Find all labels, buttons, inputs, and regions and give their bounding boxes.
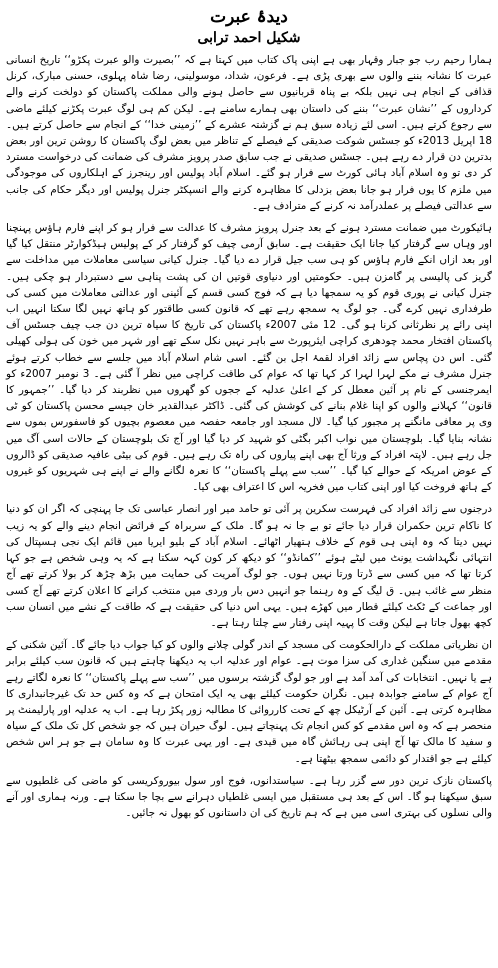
paragraph-4: ان نظریاتی مملکت کے دارالحکومت کی مسجد کے اندر گولی چلانے والوں کو کیا جواب دیا جائے گا۔ آئین شکنی کے مقدمے میں سنگین غداری کی سزا موت ہے۔ عوام اور عدلیہ اب یہ دیکھنا چاہتے ہیں کہ قانون سب کیلئے برابر ہے یا نہیں۔ انتخابات کی آمد آمد ہے اور جو لوگ گزشتہ برسوں میں ’’سب سے پہلے پاکستان‘‘ کا نعرہ لگاتے رہے آج عوام کے سامنے جوابدہ ہیں۔ نگران حکومت کیلئے بھی یہ ایک امتحان ہے کہ وہ کس حد تک غیرجانبداری کا مظاہرہ کرتی ہے۔ آئین کے آرٹیکل چھ کے تحت کارروائی کا مطالبہ زور پکڑ رہا ہے۔ اب یہ عدلیہ اور پارلیمنٹ پر منحصر ہے کہ وہ اس مقدمے کو کس انجام تک پہنچاتے ہیں۔ لوگ حیران ہیں کہ جو شخص کل تک ملک کے سیاہ و سفید کا مالک تھا آج اپنی ہی رہائش گاہ میں قیدی ہے۔ اور یہی عبرت کا وہ سامان ہے جو ہر اس شخص کیلئے ہے جو اقتدار کو دائمی سمجھ بیٹھتا ہے۔	[6, 639, 492, 765]
column-header	[6, 6, 492, 48]
paragraph-2: ہائیکورٹ میں ضمانت مسترد ہونے کے بعد جنرل پرویز مشرف کا عدالت سے فرار ہو کر اپنے فارم ہاؤس پہنچنا اور وہاں سے گرفتار کیا جانا ایک حقیقت ہے۔ سابق آرمی چیف کو گرفتار کر کے پولیس ہیڈکوارٹر منتقل کیا گیا اور بعد ازاں انکے فارم ہاؤس کو ہی سب جیل قرار دے دیا گیا۔ جنرل کیانی سیاسی معاملات میں مداخلت سے گریز کی پالیسی پر گامزن ہیں۔ حکومتیں اور دنیاوی قوتیں ان کی پشت پناہی سے دستبردار ہو چکی ہیں۔ جنرل کیانی نے پوری قوم کو یہ سمجھا دیا ہے کہ فوج کسی قسم کے آئینی اور عدالتی معاملات میں کسی کی طرفداری نہیں کرے گی۔ جو لوگ یہ سمجھ رہے تھے کہ قانون کسی طاقتور کو ہاتھ نہیں لگا سکتا انہیں اب اپنی رائے پر نظرثانی کرنا ہو گی۔ 12 مئی 2007ء پاکستان کی تاریخ کا سیاہ ترین دن جب چیف جسٹس آف پاکستان افتخار محمد چودھری کراچی ایئرپورٹ سے باہر نہیں نکل سکے تھے اور شہر میں خون کی ہولی کھیلی گئی۔ اس دن پچاس سے زائد افراد لقمۂ اجل بن گئے۔ اسی شام اسلام آباد میں جلسے سے خطاب کرتے ہوئے جنرل مشرف نے مکے لہرا لہرا کر کہا تھا کہ عوام کی طاقت کراچی میں نظر آ گئی ہے۔ 3 نومبر 2007ء کو ایمرجنسی کے نام پر آئین معطل کر کے اعلیٰ عدلیہ کے ججوں کو گھروں میں نظربند کر دیا گیا۔ ’’جمہور کا قانون‘‘ کہلانے والوں کو اپنا غلام بنانے کی کوشش کی گئی۔ ڈاکٹر عبدالقدیر خان جیسے محسن پاکستان کو ٹی وی پر معافی مانگنے پر مجبور کیا گیا۔ لال مسجد اور جامعہ حفصہ میں معصوم بچیوں کو فاسفورس بموں سے نشانہ بنایا گیا۔ بلوچستان میں نواب اکبر بگٹی کو شہید کر دیا گیا اور آج تک بلوچستان کے حالات اسی آگ میں جل رہے ہیں۔ لاپتہ افراد کے ورثا آج بھی اپنے پیاروں کی راہ تک رہے ہیں۔ قوم کی بیٹی عافیہ صدیقی کو ڈالروں کے عوض امریکہ کے حوالے کیا گیا۔ ’’سب سے پہلے پاکستان‘‘ کا نعرہ لگانے والے نے اپنے ہی شہریوں کو غیروں کے ہاتھ فروخت کیا اور اپنی کتاب میں فخریہ اس کا اعتراف بھی کیا۔	[6, 222, 493, 494]
column-body	[6, 52, 492, 821]
paragraph-1: ہمارا رحیم رب جو جبار وقہار بھی ہے اپنی پاک کتاب میں کہتا ہے کہ ’’بصیرت والو عبرت پکڑو‘‘ تاریخ انسانی عبرت کا نشانہ بننے والوں سے بھری پڑی ہے۔ فرعون، شداد، موسولینی، رضا شاہ پہلوی، حسنی مبارک، کرنل قذافی کے انجام ہی نہیں بلکہ بے پناہ قربانیوں سے حاصل ہونے والی مملکت پاکستان کو دولخت کرنے والے کرداروں کے ’’نشان عبرت‘‘ بننے کی داستان بھی ہمارے سامنے ہے۔ لیکن کم ہی لوگ عبرت پکڑنے کیلئے ماضی سے رجوع کرتے ہیں۔ اسی لئے زیادہ سبق ہم نے گزشتہ عشرے کے ’’زمینی خدا‘‘ کے انجام سے حاصل کرتے ہیں۔ 18 اپریل 2013ء کو جسٹس شوکت صدیقی کے فیصلے کے تناظر میں بعض لوگ پاکستان کا روشن ترین اور بعض بدترین دن قرار دے رہے ہیں۔ جسٹس صدیقی نے جب سابق صدر پرویز مشرف کی ضمانت کی درخواست مسترد کر دی تو وہ اسلام آباد ہائی کورٹ سے فرار ہو گئے۔ اسلام آباد پولیس اور رینجرز کے اہلکاروں کی موجودگی میں ملزم کا یوں فرار ہو جانا بعض بزدلی کا مظاہرہ کرنے والے انسپکٹر جنرل پولیس اور دیگر حکام کی جانب سے عدالتی فیصلے پر عملدرآمد نہ کرنے کے مترادف ہے۔	[6, 54, 492, 212]
paragraph-5: پاکستان نازک ترین دور سے گزر رہا ہے۔ سیاستدانوں، فوج اور سول بیوروکریسی کو ماضی کی غلطیوں سے سبق سیکھنا ہو گا۔ اس کے بعد ہی مستقبل میں ایسی غلطیاں دہرانے سے بچا جا سکتا ہے۔ ورنہ ہماری اور آنے والی نسلوں کی بہتری اسی میں ہے کہ ہم تاریخ کی ان داستانوں کو بھول نہ جائیں۔	[6, 774, 492, 820]
author-byline: شکیل احمد ترابی	[197, 30, 301, 46]
paragraph-3: درجنوں سے زائد افراد کی فہرست سکرین پر آئی تو حامد میر اور انصار عباسی تک جا پہنچی کہ اگر ان کو دنیا کا ناکام ترین حکمران قرار دیا جائے تو بے جا نہ ہو گا۔ ملک کے سربراہ کے فرائض انجام دینے والے کو یہ زیب نہیں دیتا کہ وہ اپنی ہی قوم کے خلاف ہتھیار اٹھائے۔ اسلام آباد کے بلیو ایریا میں قائم ایک نجی ہسپتال کی انتہائی نگہداشت یونٹ میں لیٹے ہوئے ’’کمانڈو‘‘ کو دیکھ کر کون کہہ سکتا ہے کہ یہ وہی شخص ہے جو کہا کرتا تھا کہ میں کسی سے ڈرتا ورتا نہیں ہوں۔ جو لوگ آمریت کی حمایت میں بڑھ چڑھ کر بولا کرتے تھے آج منظر سے غائب ہیں۔ ق لیگ کے وہ رہنما جو انہیں دس بار وردی میں منتخب کرانے کا اعلان کرتے تھے آج کسی اور جماعت کے ٹکٹ کیلئے قطار میں کھڑے ہیں۔ یہی اس دنیا کی حقیقت ہے کہ طاقت کے نشے میں انسان سب کچھ بھول جاتا ہے لیکن وقت کا پہیہ اپنی رفتار سے چلتا رہتا ہے۔	[6, 503, 492, 629]
column-title: دیدۂ عبرت	[210, 7, 288, 27]
